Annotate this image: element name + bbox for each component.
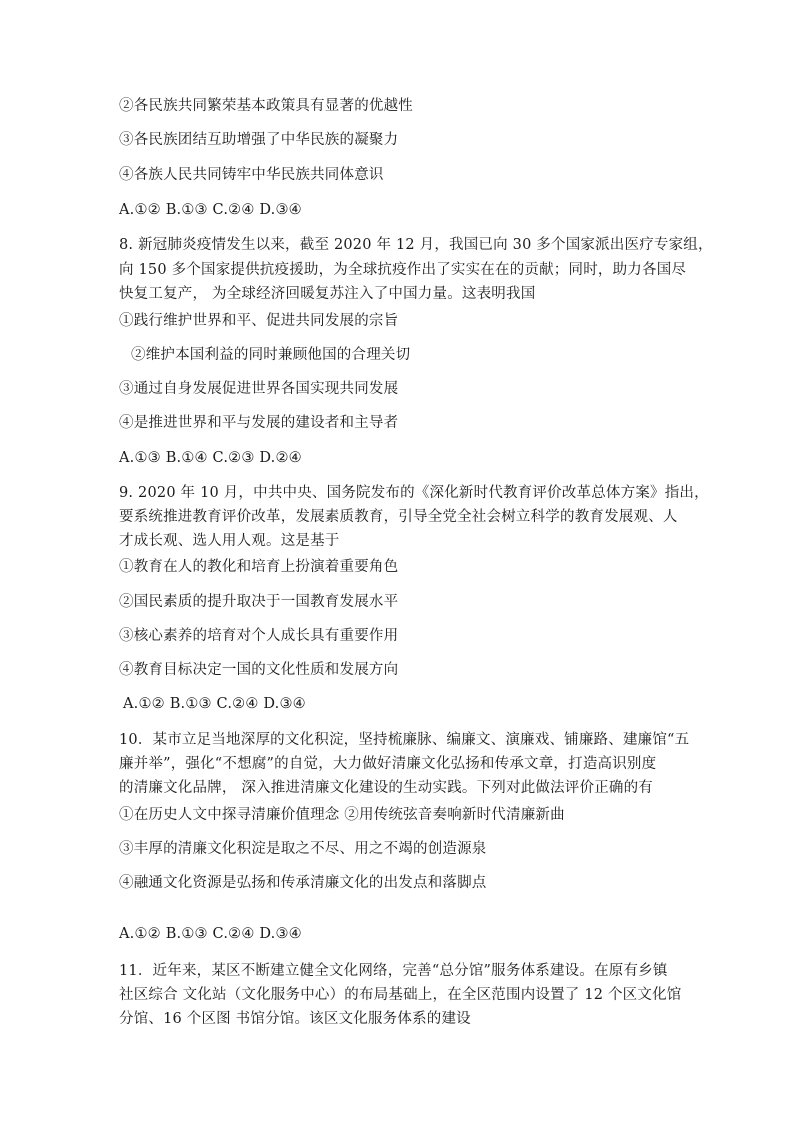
question-text: 10．某市立足当地深厚的文化积淀，坚持梳廉脉、编廉文、演廉戏、铺廉路、建廉馆“五 (119, 732, 690, 748)
option-line: ④各族人民共同铸牢中华民族共同体意识 (119, 167, 384, 183)
question-text: 的清廉文化品牌， 深入推进清廉文化建设的生动实践。下列对此做法评价正确的有 (119, 780, 654, 796)
question-text: 才成长观、选人用人观。这是基于 (119, 533, 340, 549)
option-line: ④是推进世界和平与发展的建设者和主导者 (119, 415, 399, 431)
option-line: ③丰厚的清廉文化积淀是取之不尽、用之不竭的创造源泉 (119, 841, 487, 857)
question-text: 社区综合 文化站（文化服务中心）的布局基础上，在全区范围内设置了 12 个区文化馆 (119, 987, 682, 1003)
answer-choices: A.①② B.①③ C.②④ D.③④ (123, 696, 306, 712)
question-text: 廉并举”，强化“不想腐”的自觉，大力做好清廉文化弘扬和传承文章，打造高识别度 (119, 756, 657, 772)
option-line: ④融通文化资源是弘扬和传承清廉文化的出发点和落脚点 (119, 875, 487, 891)
option-line: ③各民族团结互助增强了中华民族的凝聚力 (119, 132, 399, 148)
option-line: ②国民素质的提升取决于一国教育发展水平 (119, 594, 399, 610)
option-line: ③核心素养的培育对个人成长具有重要作用 (119, 628, 399, 644)
question-text: 8. 新冠肺炎疫情发生以来，截至 2020 年 12 月，我国已向 30 多个国家派出医疗专家组， (119, 237, 713, 253)
option-line: ②维护本国利益的同时兼顾他国的合理关切 (131, 347, 411, 363)
option-line: ①践行维护世界和平、促进共同发展的宗旨 (119, 313, 399, 329)
option-line: ②各民族共同繁荣基本政策具有显著的优越性 (119, 98, 413, 114)
question-text: 11．近年来，某区不断建立健全文化网络，完善“总分馆”服务体系建设。在原有乡镇 (119, 963, 668, 979)
answer-choices: A.①② B.①③ C.②④ D.③④ (119, 202, 302, 218)
question-text: 要系统推进教育评价改革，发展素质教育，引导全党全社会树立科学的教育发展观、人 (119, 509, 678, 525)
option-line: ④教育目标决定一国的文化性质和发展方向 (119, 662, 399, 678)
option-line: ③通过自身发展促进世界各国实现共同发展 (119, 381, 399, 397)
question-text: 快复工复产， 为全球经济回暖复苏注入了中国力量。这表明我国 (119, 286, 536, 302)
option-line: ①教育在人的教化和培育上扮演着重要角色 (119, 559, 399, 575)
answer-choices: A.①② B.①③ C.②④ D.③④ (119, 926, 302, 942)
question-text: 向 150 多个国家提供抗疫援助，为全球抗疫作出了实实在在的贡献；同时，助力各国尽 (119, 262, 687, 278)
question-text: 分馆、16 个区图 书馆分馆。该区文化服务体系的建设 (119, 1011, 471, 1027)
question-text: 9. 2020 年 10 月，中共中央、国务院发布的《深化新时代教育评价改革总体方案》指出， (119, 485, 709, 501)
answer-choices: A.①③ B.①④ C.②③ D.②④ (119, 450, 302, 466)
option-line: ①在历史人文中探寻清廉价值理念 ②用传统弦音奏响新时代清廉新曲 (119, 807, 565, 823)
